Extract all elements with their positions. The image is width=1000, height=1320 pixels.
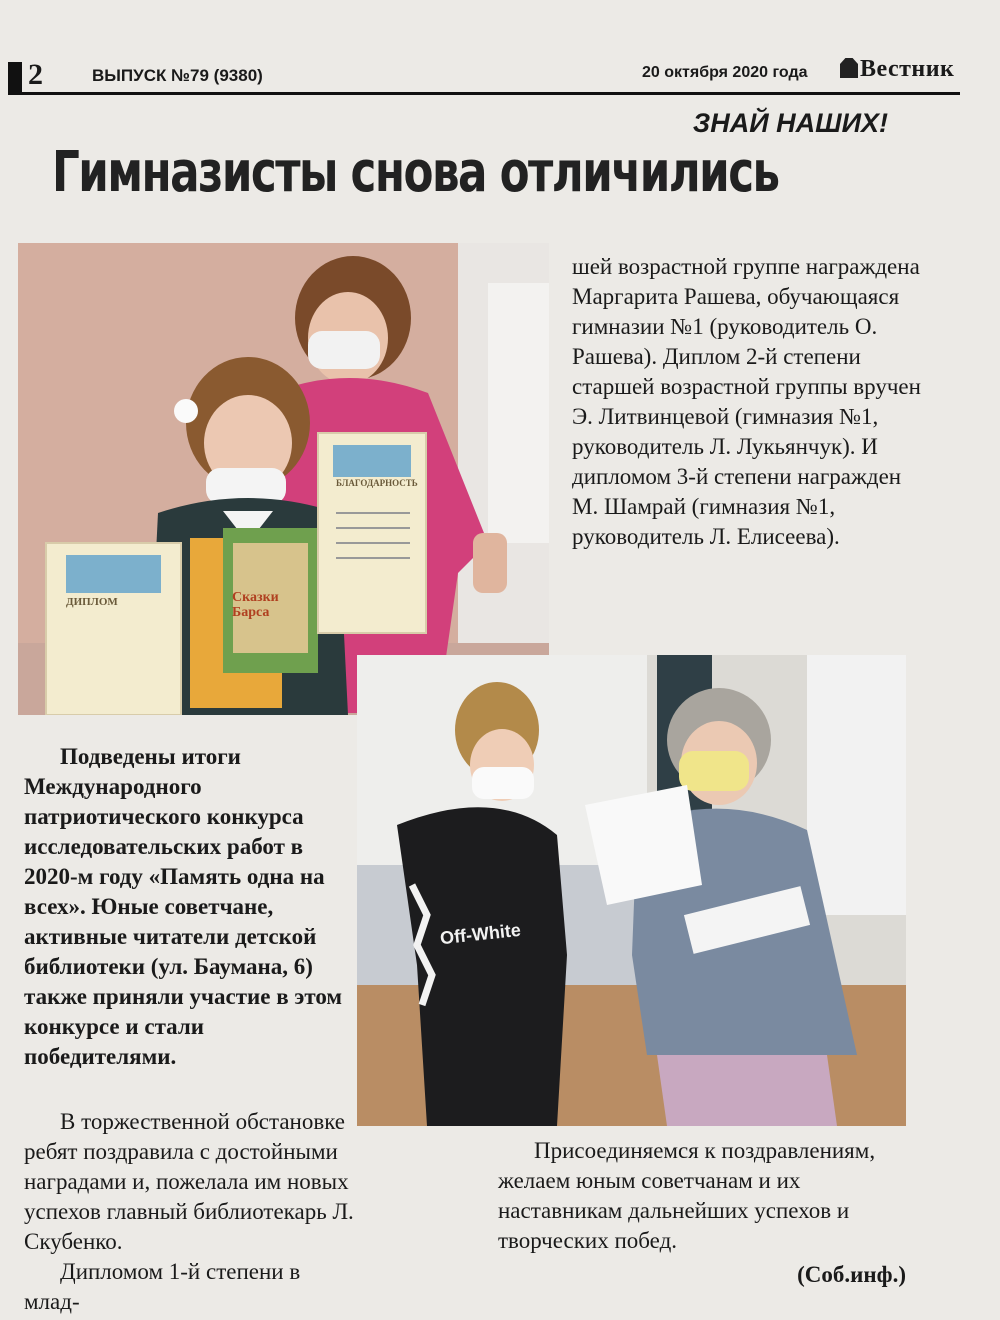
logo-building-icon bbox=[840, 58, 858, 78]
article-text-left-bottom bbox=[24, 1107, 354, 1317]
photo-award-boy bbox=[357, 655, 906, 1126]
diploma-left-title: ДИПЛОМ bbox=[66, 596, 118, 608]
signature: (Соб.инф.) bbox=[797, 1262, 906, 1287]
photo-award-girl bbox=[18, 243, 549, 715]
shirt-print: Off-White bbox=[439, 919, 522, 949]
issue-date: 20 октября 2020 года bbox=[642, 64, 808, 81]
paragraph: Присоединяемся к поздравлениям, желаем юным советчанам и их наставникам дальнейших успехов и творческих побед. bbox=[498, 1138, 876, 1253]
headline: Гимназисты снова отличились bbox=[52, 140, 779, 205]
paragraph: В торжественной обстановке ребят поздравила с достойными наградами и, пожелала им новых успехов главный библиотекарь Л. Скубенко. bbox=[24, 1109, 354, 1254]
issue-number: ВЫПУСК №79 (9380) bbox=[92, 66, 263, 85]
diploma-right-title: БЛАГОДАРНОСТЬ bbox=[336, 478, 418, 488]
book-title: Сказки Барса bbox=[232, 590, 279, 620]
newspaper-logo: Вестник bbox=[840, 56, 954, 83]
article-text-right-top bbox=[572, 252, 922, 552]
rubric: ЗНАЙ НАШИХ! bbox=[692, 108, 888, 138]
header-rule bbox=[8, 92, 960, 95]
article-text-right-bottom bbox=[498, 1136, 908, 1256]
article-lead bbox=[24, 742, 346, 1072]
header-marker bbox=[8, 62, 22, 92]
paragraph: шей возрастной группе награждена Маргарита Рашева, обучающаяся гимназии №1 (руководитель О. Рашева). Диплом 2-й степени старшей возрастной группы вручен Э. Литвинцевой (гимназия №1, руководитель Л. Лукьянчук). И дипломом 3-й степени награжден М. Шамрай (гимназия №1, руководитель Л. Елисеева). bbox=[572, 254, 921, 549]
paragraph: Дипломом 1-й степени в млад- bbox=[24, 1259, 301, 1314]
page-number: 2 bbox=[28, 58, 43, 91]
lead-paragraph: Подведены итоги Международного патриотического конкурса исследовательских работ в 2020-м году «Память одна на всех». Юные советчане, активные читатели детской библиотеки (ул. Баумана, 6) также приняли участие в этом конкурсе и стали победителями. bbox=[24, 744, 343, 1069]
